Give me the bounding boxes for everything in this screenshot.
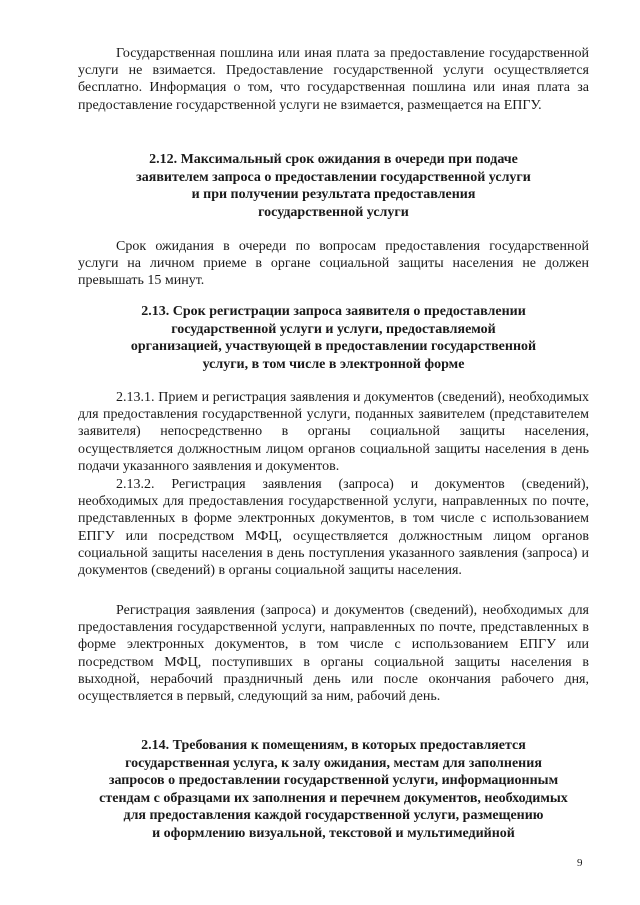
heading-line: стендам с образцами их заполнения и перечнем документов, необходимых [99, 790, 568, 806]
heading-2-12 [78, 151, 589, 221]
paragraph-wait-time: Срок ожидания в очереди по вопросам предоставления государственной услуги на личном приеме в органе социальной защиты населения не должен превышать 15 минут. [78, 239, 589, 289]
heading-line: запросов о предоставлении государственной услуги, информационным [108, 773, 559, 789]
heading-line: и оформлению визуальной, текстовой и мультимедийной [152, 825, 515, 841]
heading-line: государственной услуги и услуги, предоставляемой [171, 321, 496, 337]
heading-line: государственная услуга, к залу ожидания, местам для заполнения [125, 755, 542, 771]
paragraph-2-13-1: 2.13.1. Прием и регистрация заявления и документов (сведений), необходимых для предоставления государственной услуги, поданных заявителем (представителем заявителя) непосредственно в органы социальной защиты населения, осуществляется должностным лицом органов социальной защиты населения в день подачи указанного заявления и документов. [78, 390, 589, 474]
paragraph-2-13-2: 2.13.2. Регистрация заявления (запроса) и документов (сведений), необходимых для предоставления государственной услуги, направленных по почте, представленных в форме электронных документов, в том числе с использованием ЕПГУ или посредством МФЦ, осуществляется должностным лицом органов социальной защиты населения в день поступления указанного заявления (запроса) и документов (сведений) в органы социальной защиты населения. [78, 477, 589, 579]
heading-line: услуги, в том числе в электронной форме [202, 356, 465, 372]
heading-line: для предоставления каждой государственной услуги, размещению [123, 808, 544, 824]
heading-2-13 [78, 303, 589, 373]
heading-line: заявителем запроса о предоставлении государственной услуги [136, 169, 531, 185]
heading-line: организацией, участвующей в предоставлении государственной [130, 339, 537, 355]
paragraph-registration-weekend: Регистрация заявления (запроса) и документов (сведений), необходимых для предоставления государственной услуги, направленных по почте, представленных в форме электронных документов, в том числе с использованием ЕПГУ или посредством МФЦ, поступивших в органы социальной защиты населения в выходной, нерабочий праздничный день или после окончания рабочего дня, осуществляется в первый, следующий за ним, рабочий день. [78, 603, 589, 705]
heading-line: государственной услуги [258, 204, 409, 220]
heading-line: 2.13. Срок регистрации запроса заявителя о предоставлении [141, 304, 526, 319]
paragraph-fee: Государственная пошлина или иная плата за предоставление государственной услуги не взимается. Предоставление государственной услуги осуществляется бесплатно. Информация о том, что государственная пошлина или иная плата за предоставление государственной услуги не взимается, размещается на ЕПГУ. [78, 46, 589, 113]
heading-2-14 [78, 737, 589, 843]
heading-line: 2.12. Максимальный срок ожидания в очереди при подаче [149, 152, 518, 167]
heading-line: 2.14. Требования к помещениям, в которых предоставляется [141, 738, 526, 753]
heading-line: и при получении результата предоставления [191, 187, 476, 203]
page-number: 9 [577, 857, 583, 869]
